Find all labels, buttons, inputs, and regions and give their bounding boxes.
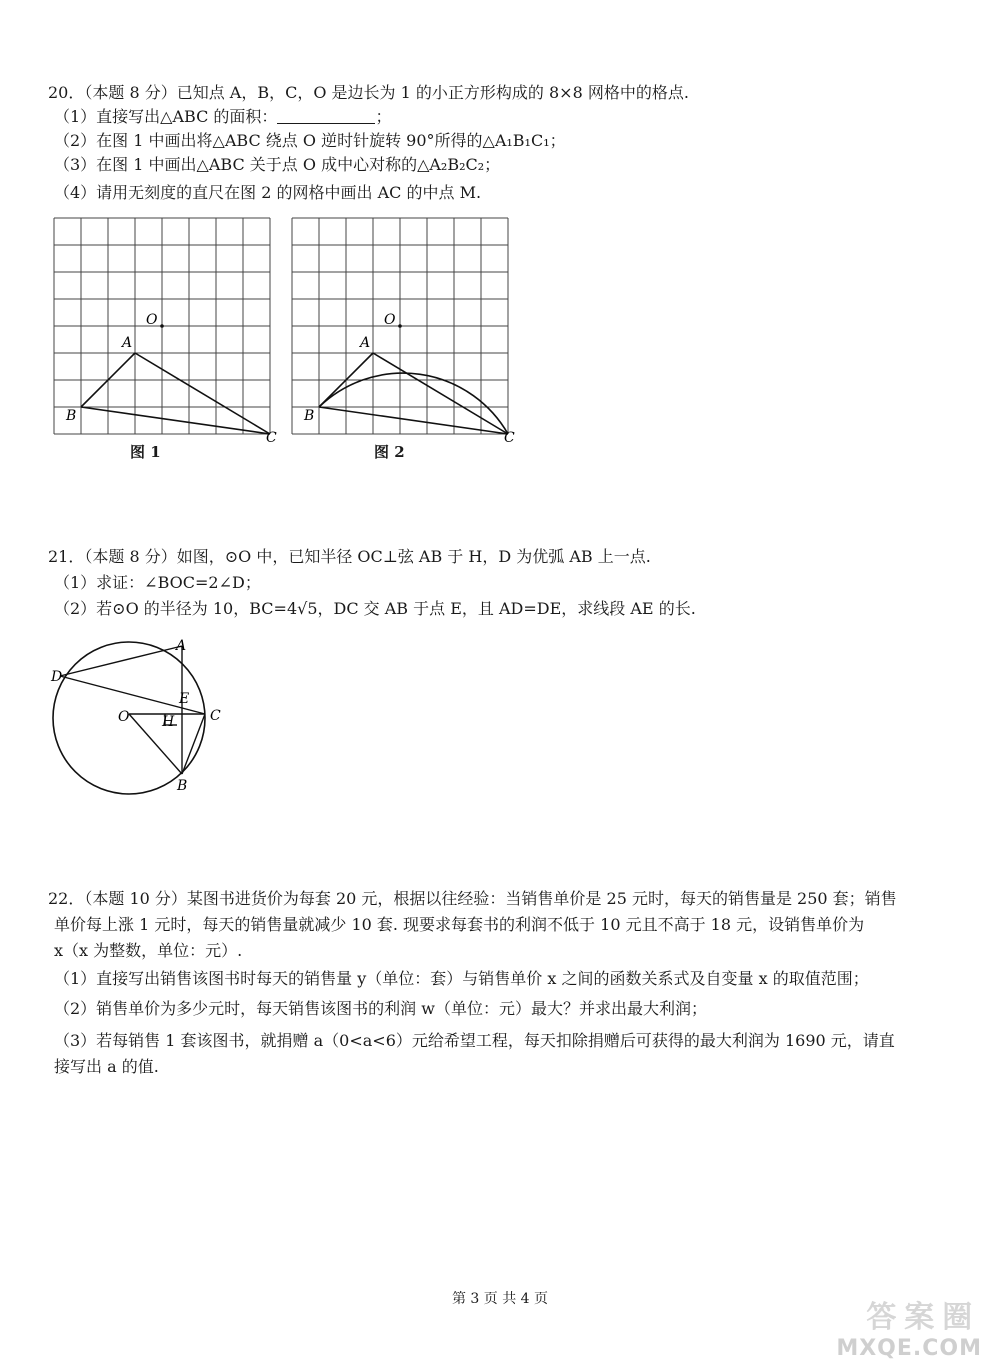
q20-part1-prefix: （1）直接写出△ABC 的面积： xyxy=(54,107,278,126)
page-footer: 第 3 页 共 4 页 xyxy=(451,1291,549,1307)
label-a-q21: A xyxy=(176,638,187,654)
triangle-abc-2 xyxy=(319,353,508,434)
label-e-q21: E xyxy=(179,691,190,707)
q20-part2: （2）在图 1 中画出将△ABC 绕点 O 逆时针旋转 90°所得的△A₁B₁C₁； xyxy=(54,131,566,150)
q20-header: 20．（本题 8 分）已知点 A，B，C，O 是边长为 1 的小正方形构成的 8×8 网格中的格点. xyxy=(48,83,689,102)
arc-bac xyxy=(319,373,508,434)
figure-1-caption: 图 1 xyxy=(130,443,161,461)
q22-part3b: 接写出 a 的值. xyxy=(54,1057,159,1076)
q20-part1-suffix: ； xyxy=(375,107,392,126)
label-c-q21: C xyxy=(210,708,221,724)
label-o-q21: O xyxy=(118,709,130,725)
q22-line-3: x（x 为整数，单位：元）. xyxy=(54,941,243,960)
q21-part1: （1）求证：∠BOC=2∠D； xyxy=(54,573,261,592)
watermark-top: 答案圈 xyxy=(866,1300,981,1335)
q20-figure-2 xyxy=(282,210,522,442)
q22-line-2: 单价每上涨 1 元时，每天的销售量就减少 10 套. 现要求每套书的利润不低于 10 元且不高于 18 元，设销售单价为 xyxy=(54,915,865,934)
label-b-1: B xyxy=(66,408,77,424)
q22-part3a: （3）若每销售 1 套该图书，就捐赠 a（0<a<6）元给希望工程，每天扣除捐赠后可获得的最大利润为 1690 元，请直 xyxy=(54,1031,895,1050)
q21-header: 21．（本题 8 分）如图，⊙O 中，已知半径 OC⊥弦 AB 于 H，D 为优弧 AB 上一点. xyxy=(48,547,651,566)
watermark-logo xyxy=(836,1292,982,1361)
q20-part1 xyxy=(54,106,391,128)
label-c-1: C xyxy=(266,430,277,442)
label-b-q21: B xyxy=(177,778,188,794)
label-h-q21: H xyxy=(162,714,175,730)
label-a-2: A xyxy=(360,335,371,351)
watermark-bottom: MXQE.COM xyxy=(836,1336,982,1361)
label-c-2: C xyxy=(504,430,515,442)
q22-part1: （1）直接写出销售该图书时每天的销售量 y（单位：套）与销售单价 x 之间的函数关系式及自变量 x 的取值范围； xyxy=(54,969,869,988)
label-b-2: B xyxy=(304,408,315,424)
label-d-q21: D xyxy=(51,669,63,685)
q21-circle-figure xyxy=(46,626,246,796)
point-o-2 xyxy=(398,324,402,328)
q20-figure-1 xyxy=(44,210,284,442)
q20-part4: （4）请用无刻度的直尺在图 2 的网格中画出 AC 的中点 M. xyxy=(54,183,482,202)
q22-line-1: 22．（本题 10 分）某图书进货价为每套 20 元，根据以往经验：当销售单价是 25 元时，每天的销售量是 250 套；销售 xyxy=(48,889,897,908)
figure-2-caption: 图 2 xyxy=(374,443,405,461)
label-a-1: A xyxy=(122,335,133,351)
q20-part3: （3）在图 1 中画出△ABC 关于点 O 成中心对称的△A₂B₂C₂； xyxy=(54,155,501,174)
label-o-2: O xyxy=(384,312,396,328)
answer-blank xyxy=(277,107,375,124)
point-o-1 xyxy=(160,324,164,328)
label-o-1: O xyxy=(146,312,158,328)
q22-part2: （2）销售单价为多少元时，每天销售该图书的利润 w（单位：元）最大？并求出最大利润； xyxy=(54,999,707,1018)
q21-part2: （2）若⊙O 的半径为 10，BC=4√5，DC 交 AB 于点 E，且 AD=DE，求线段 AE 的长. xyxy=(54,599,696,618)
triangle-abc-1 xyxy=(81,353,270,434)
